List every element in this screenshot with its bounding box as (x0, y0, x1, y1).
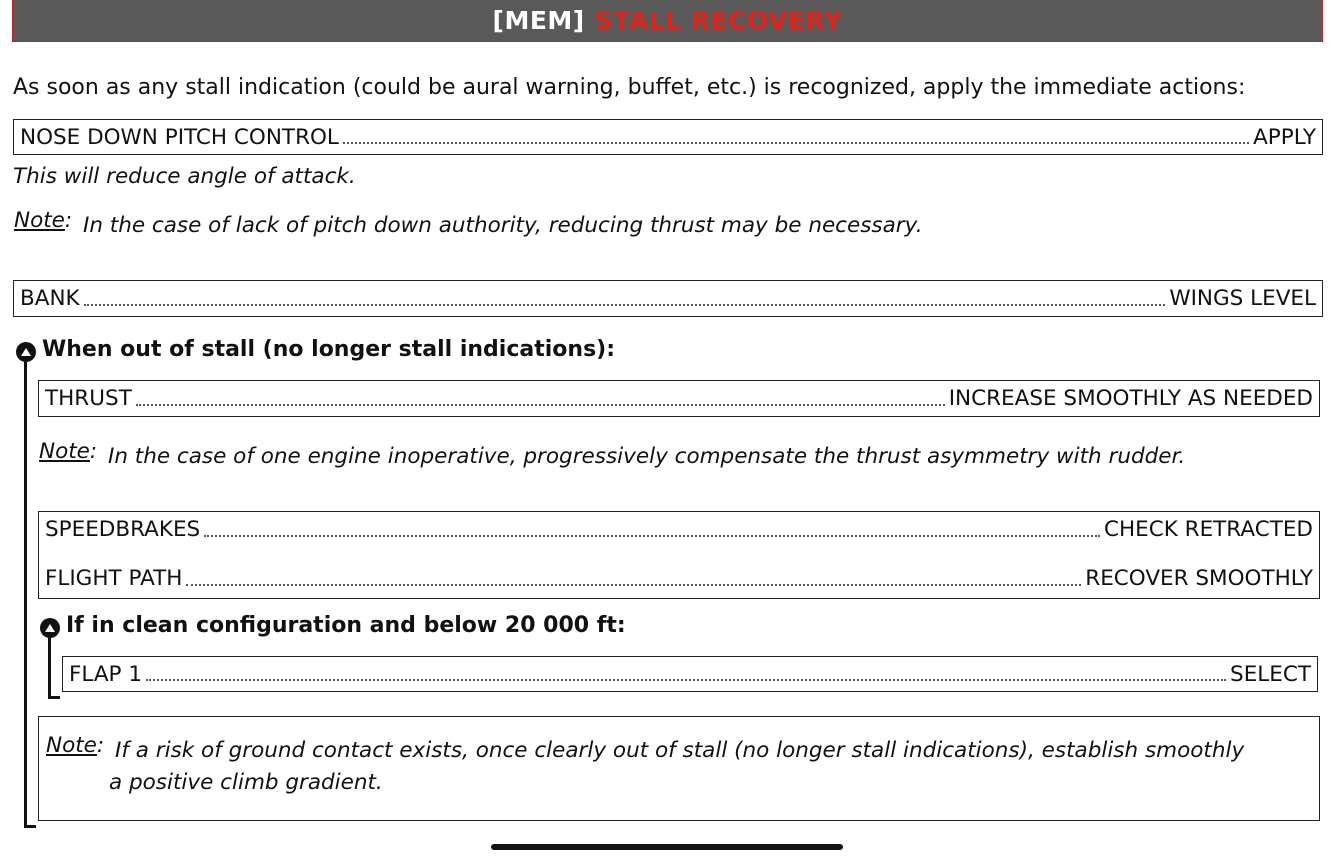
checklist-item-thrust (38, 380, 1320, 417)
condition-bracket-foot (24, 825, 36, 828)
leader-dots (204, 535, 1100, 537)
mem-tag: [MEM] (492, 6, 585, 35)
note-pitch: Note: In the case of lack of pitch down authority, reducing thrust may be necessary. (14, 208, 923, 238)
condition-out-of-stall: When out of stall (no longer stall indications): (42, 337, 616, 362)
note-engine: Note: In the case of one engine inoperative, progressively compensate the thrust asymmetry with rudder. (39, 439, 1186, 469)
note-label: Note (39, 439, 90, 464)
procedure-header (12, 0, 1323, 42)
note-box-ground (38, 716, 1320, 821)
item-action: APPLY (1253, 124, 1316, 150)
condition-clean-config: If in clean configuration and below 20 000 ft: (66, 613, 626, 638)
item-action: CHECK RETRACTED (1103, 517, 1313, 542)
leader-dots (136, 404, 945, 406)
item-action: INCREASE SMOOTHLY AS NEEDED (948, 386, 1313, 411)
note-text: In the case of lack of pitch down authority, reducing thrust may be necessary. (83, 213, 923, 238)
checklist-item-flight-path (38, 547, 1320, 599)
item-label: BANK (20, 286, 80, 311)
note-text: In the case of one engine inoperative, progressively compensate the thrust asymmetry with rudder. (108, 444, 1186, 469)
intro-text: As soon as any stall indication (could be aural warning, buffet, etc.) is recognized, apply the immediate actions: (13, 75, 1246, 100)
note-label: Note (46, 733, 97, 758)
triangle-up-circle-icon (16, 342, 36, 362)
checklist-item-flap (62, 656, 1318, 692)
leader-dots (186, 584, 1081, 586)
checklist-item-nose-down (13, 119, 1323, 155)
item-label: FLAP 1 (69, 661, 143, 687)
item-label: NOSE DOWN PITCH CONTROL (20, 124, 339, 150)
condition-bracket-line (24, 360, 27, 828)
triangle-up-circle-icon (40, 618, 60, 638)
item-label: THRUST (45, 386, 132, 411)
leader-dots (343, 142, 1249, 144)
checklist-item-bank (13, 280, 1323, 317)
home-indicator[interactable] (491, 844, 843, 850)
item-label: SPEEDBRAKES (45, 517, 201, 542)
note-ground: Note: If a risk of ground contact exists, once clearly out of stall (no longer stall indications), establish smoothly (46, 733, 1245, 763)
leader-dots (84, 304, 1166, 306)
note-text: If a risk of ground contact exists, once clearly out of stall (no longer stall indications), establish smoothly (115, 738, 1245, 763)
procedure-title: STALL RECOVERY (594, 6, 843, 35)
item-label: FLIGHT PATH (45, 566, 183, 591)
item-action: SELECT (1230, 661, 1311, 687)
note-text-continuation: a positive climb gradient. (109, 770, 383, 795)
item-action: RECOVER SMOOTHLY (1085, 566, 1313, 591)
note-label: Note (14, 208, 65, 233)
item-action: WINGS LEVEL (1169, 286, 1316, 311)
checklist-item-speedbrakes (38, 511, 1320, 547)
nose-down-explanation: This will reduce angle of attack. (13, 164, 356, 189)
condition-bracket-foot (48, 696, 60, 699)
condition-bracket-line (48, 636, 51, 699)
leader-dots (146, 679, 1226, 681)
